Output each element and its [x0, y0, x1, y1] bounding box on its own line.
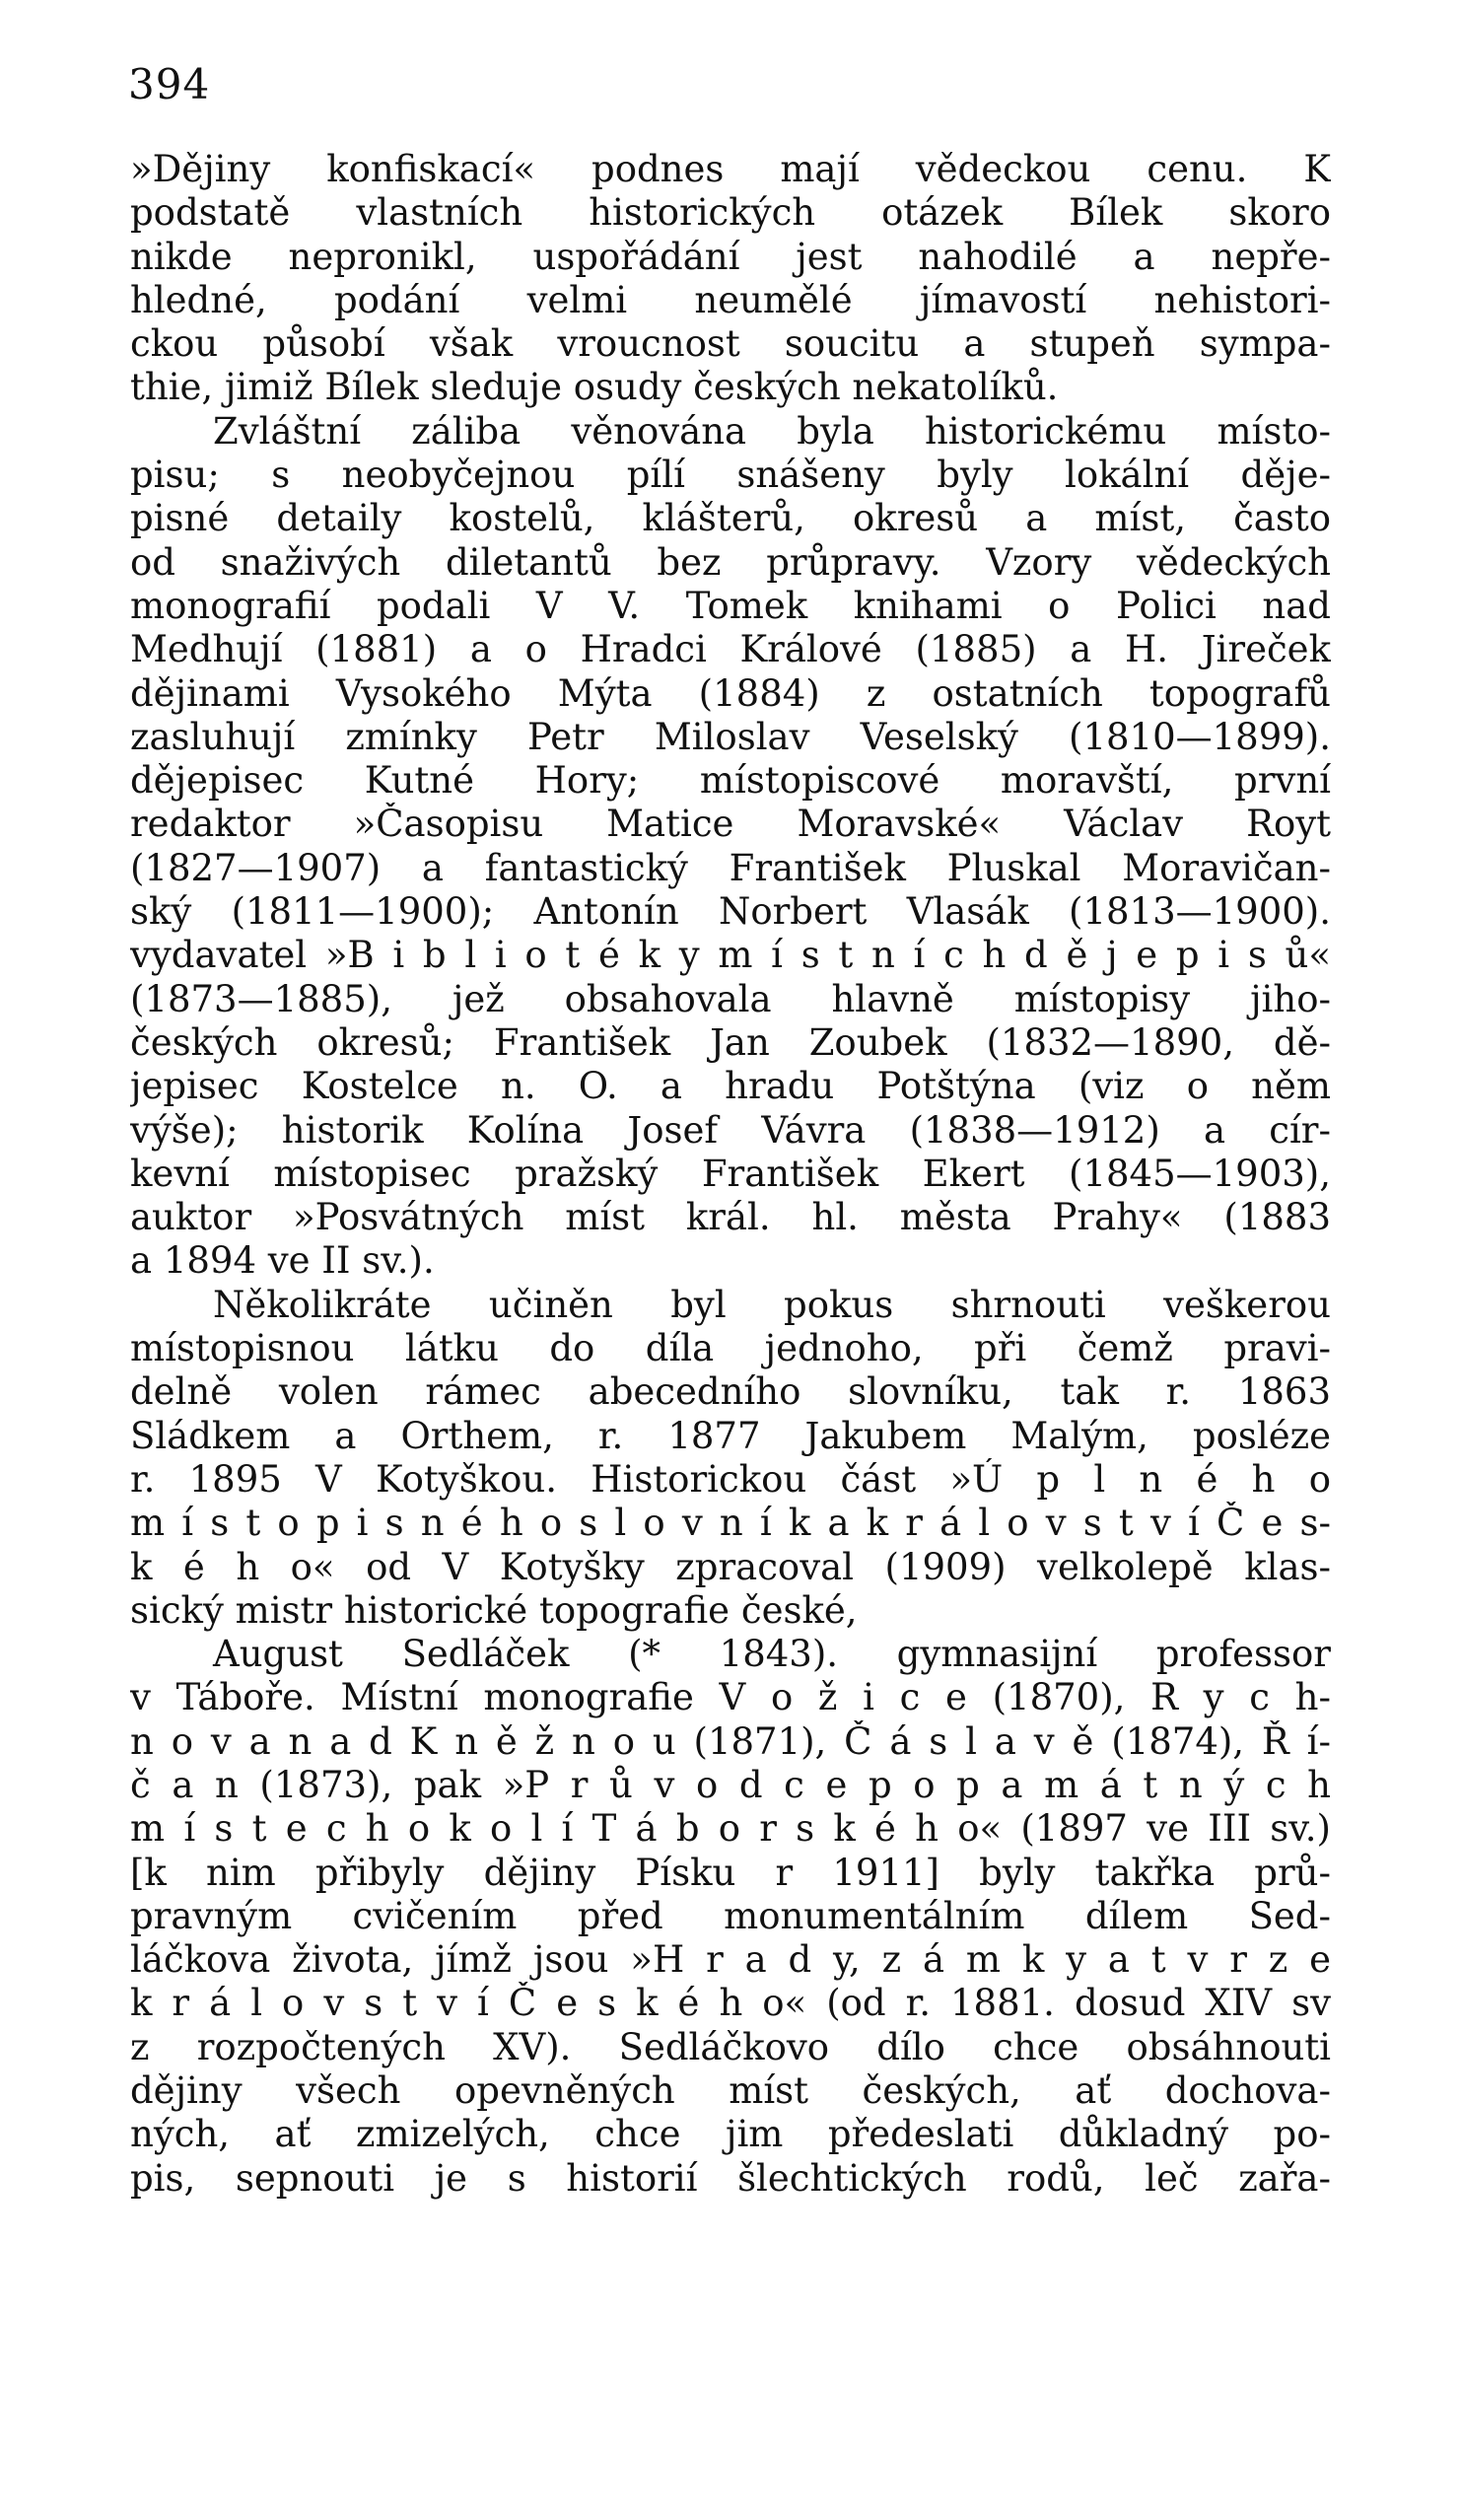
text-line: pisné detaily kostelů, klášterů, okresů a míst, často	[130, 497, 1331, 540]
text-line: pravným cvičením před monumentálním dílem Sed-	[130, 1894, 1331, 1937]
text-line: podstatě vlastních historických otázek Bílek skoro	[130, 191, 1331, 235]
text-line: dějiny všech opevněných míst českých, ať dochova-	[130, 2069, 1331, 2113]
text-line: (1827—1907) a fantastický František Pluskal Moravičan-	[130, 846, 1331, 889]
text-line: m í s t o p i s n é h o s l o v n í k a k r á l o v s t v í Č e s-	[130, 1502, 1331, 1545]
text-line: dějepisec Kutné Hory; místopiscové moravští, první	[130, 759, 1331, 803]
text-line: monografií podali V V. Tomek knihami o Polici nad	[130, 584, 1331, 627]
text-line: ckou působí však vroucnost soucitu a stupeň sympa-	[130, 322, 1331, 366]
text-line: z rozpočtených XV). Sedláčkovo dílo chce obsáhnouti	[130, 2025, 1331, 2068]
text-line: místopisnou látku do díla jednoho, při čemž pravi-	[130, 1327, 1331, 1370]
text-line: hledné, podání velmi neumělé jímavostí nehistori-	[130, 278, 1331, 321]
text-line: Zvláštní záliba věnována byla historickému místo-	[213, 409, 1331, 453]
text-line: auktor »Posvátných míst král. hl. města Prahy« (1883	[130, 1196, 1331, 1239]
text-line: a 1894 ve II sv.).	[130, 1239, 435, 1283]
text-line: Medhují (1881) a o Hradci Králové (1885) a H. Jireček	[130, 628, 1331, 671]
text-line: vydavatel »B i b l i o t é k y m í s t n í c h d ě j e p i s ů«	[130, 934, 1331, 977]
text-line: v Táboře. Místní monografie V o ž i c e (1870), R y c h-	[130, 1676, 1331, 1719]
text-line: kevní místopisec pražský František Ekert (1845—1903),	[130, 1152, 1331, 1195]
text-line: pis, sepnouti je s historií šlechtických rodů, leč zařa-	[130, 2156, 1331, 2200]
text-line: Několikráte učiněn byl pokus shrnouti veškerou	[213, 1283, 1331, 1326]
text-line: k r á l o v s t v í Č e s k é h o« (od r. 1881. dosud XIV sv	[130, 1982, 1331, 2025]
text-line: jepisec Kostelce n. O. a hradu Potštýna (viz o něm	[130, 1065, 1331, 1108]
text-line: pisu; s neobyčejnou pílí snášeny byly lokální děje-	[130, 454, 1331, 497]
text-line: delně volen rámec abecedního slovníku, tak r. 1863	[130, 1370, 1331, 1414]
text-line: č a n (1873), pak »P r ů v o d c e p o p a m á t n ý c h	[130, 1763, 1331, 1806]
text-line: výše); historik Kolína Josef Vávra (1838—1912) a cír-	[130, 1108, 1331, 1152]
text-line: dějinami Vysokého Mýta (1884) z ostatních topografů	[130, 671, 1331, 715]
text-line: zasluhují zmínky Petr Miloslav Veselský (1810—1899).	[130, 715, 1331, 758]
page-number: 394	[128, 60, 211, 108]
text-line: m í s t e c h o k o l í T á b o r s k é h o« (1897 ve III sv.)	[130, 1807, 1331, 1851]
text-line: [k nim přibyly dějiny Písku r 1911] byly takřka prů-	[130, 1851, 1331, 1894]
text-line: ných, ať zmizelých, chce jim předeslati důkladný po-	[130, 2113, 1331, 2156]
text-line: sický mistr historické topografie české,	[130, 1588, 858, 1632]
text-line: českých okresů; František Jan Zoubek (1832—1890, dě-	[130, 1020, 1331, 1064]
text-line: r. 1895 V Kotyškou. Historickou část »Ú p l n é h o	[130, 1457, 1331, 1501]
text-line: »Dějiny konfiskací« podnes mají vědeckou cenu. K	[130, 148, 1331, 190]
text-line: od snaživých diletantů bez průpravy. Vzory vědeckých	[130, 540, 1331, 584]
text-line: thie, jimiž Bílek sleduje osudy českých nekatolíků.	[130, 366, 1059, 409]
text-line: (1873—1885), jež obsahovala hlavně místopisy jiho-	[130, 977, 1331, 1020]
text-line: láčkova života, jímž jsou »H r a d y, z á m k y a t v r z e	[130, 1938, 1331, 1982]
text-line: k é h o« od V Kotyšky zpracoval (1909) velkolepě klas-	[130, 1545, 1331, 1588]
text-line: n o v a n a d K n ě ž n o u (1871), Č á s l a v ě (1874), Ř í-	[130, 1719, 1331, 1763]
text-line: August Sedláček (* 1843). gymnasijní professor	[213, 1633, 1331, 1676]
body-text	[130, 148, 1331, 2201]
text-line: redaktor »Časopisu Matice Moravské« Václav Royt	[130, 803, 1331, 846]
text-line: nikde nepronikl, uspořádání jest nahodilé a nepře-	[130, 235, 1331, 278]
text-line: Sládkem a Orthem, r. 1877 Jakubem Malým, posléze	[130, 1414, 1331, 1457]
text-line: ský (1811—1900); Antonín Norbert Vlasák (1813—1900).	[130, 890, 1331, 934]
